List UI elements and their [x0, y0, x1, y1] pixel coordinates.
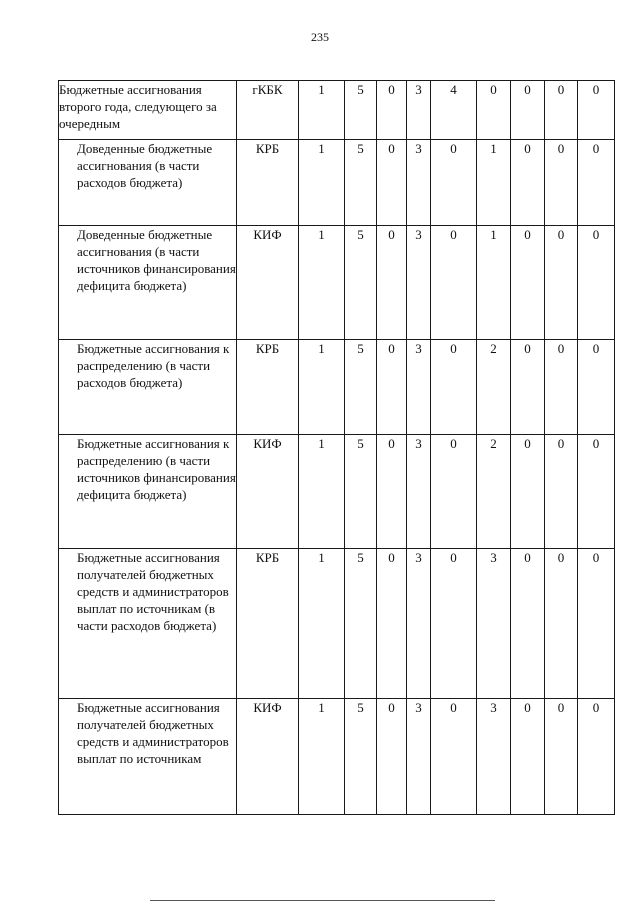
digit-cell: 0 [431, 549, 477, 699]
digit-cell: 1 [477, 140, 511, 226]
digit-cell: 1 [299, 340, 345, 435]
digit-cell: 1 [299, 226, 345, 340]
digit-cell: 2 [477, 340, 511, 435]
digit-cell: 0 [477, 81, 511, 140]
row-description: Бюджетные ассигнования получателей бюджетных средств и администраторов выплат по источникам [59, 699, 237, 815]
digit-cell: 1 [299, 435, 345, 549]
digit-cell: 0 [578, 435, 615, 549]
digit-cell: 3 [407, 435, 431, 549]
digit-cell: 0 [545, 549, 578, 699]
digit-cell: 0 [545, 226, 578, 340]
row-description: Доведенные бюджетные ассигнования (в части источников финансирования дефицита бюджета) [59, 226, 237, 340]
digit-cell: 0 [511, 549, 545, 699]
digit-cell: 0 [431, 340, 477, 435]
digit-cell: 5 [345, 340, 377, 435]
row-code: КИФ [237, 699, 299, 815]
digit-cell: 3 [407, 699, 431, 815]
table-row [59, 340, 615, 435]
row-code: КИФ [237, 226, 299, 340]
digit-cell: 1 [299, 549, 345, 699]
digit-cell: 5 [345, 549, 377, 699]
page-number: 235 [311, 30, 329, 44]
digit-cell: 1 [299, 140, 345, 226]
digit-cell: 3 [407, 140, 431, 226]
digit-cell: 3 [407, 340, 431, 435]
digit-cell: 3 [477, 549, 511, 699]
row-description: Доведенные бюджетные ассигнования (в части расходов бюджета) [59, 140, 237, 226]
digit-cell: 0 [578, 549, 615, 699]
digit-cell: 0 [377, 81, 407, 140]
digit-cell: 0 [578, 340, 615, 435]
digit-cell: 0 [578, 140, 615, 226]
row-description: Бюджетные ассигнования к распределению (в части расходов бюджета) [59, 340, 237, 435]
digit-cell: 0 [545, 340, 578, 435]
digit-cell: 5 [345, 81, 377, 140]
digit-cell: 0 [545, 140, 578, 226]
digit-cell: 0 [377, 435, 407, 549]
row-description: Бюджетные ассигнования получателей бюджетных средств и администраторов выплат по источникам (в части расходов бюджета) [59, 549, 237, 699]
digit-cell: 1 [477, 226, 511, 340]
digit-cell: 3 [407, 226, 431, 340]
digit-cell: 0 [431, 226, 477, 340]
row-code: гКБК [237, 81, 299, 140]
digit-cell: 0 [431, 140, 477, 226]
digit-cell: 0 [545, 435, 578, 549]
digit-cell: 5 [345, 699, 377, 815]
digit-cell: 0 [511, 340, 545, 435]
digit-cell: 3 [477, 699, 511, 815]
digit-cell: 0 [511, 226, 545, 340]
row-code: КРБ [237, 340, 299, 435]
table-row [59, 435, 615, 549]
scan-edge-line [150, 900, 495, 901]
table-row [59, 699, 615, 815]
table-row [59, 226, 615, 340]
digit-cell: 0 [578, 226, 615, 340]
digit-cell: 0 [377, 140, 407, 226]
row-description: Бюджетные ассигнования к распределению (в части источников финансирования дефицита бюджета) [59, 435, 237, 549]
digit-cell: 0 [511, 81, 545, 140]
digit-cell: 0 [545, 81, 578, 140]
digit-cell: 0 [545, 699, 578, 815]
digit-cell: 5 [345, 140, 377, 226]
digit-cell: 0 [511, 140, 545, 226]
table-row [59, 81, 615, 140]
table-row [59, 549, 615, 699]
digit-cell: 0 [511, 699, 545, 815]
digit-cell: 5 [345, 226, 377, 340]
digit-cell: 3 [407, 81, 431, 140]
digit-cell: 0 [377, 549, 407, 699]
row-code: КРБ [237, 549, 299, 699]
digit-cell: 1 [299, 699, 345, 815]
digit-cell: 2 [477, 435, 511, 549]
digit-cell: 4 [431, 81, 477, 140]
row-code: КИФ [237, 435, 299, 549]
table-row [59, 140, 615, 226]
digit-cell: 0 [431, 435, 477, 549]
digit-cell: 0 [578, 699, 615, 815]
digit-cell: 5 [345, 435, 377, 549]
digit-cell: 0 [377, 226, 407, 340]
digit-cell: 1 [299, 81, 345, 140]
digit-cell: 0 [377, 699, 407, 815]
digit-cell: 0 [377, 340, 407, 435]
budget-accounts-table [58, 80, 615, 815]
digit-cell: 3 [407, 549, 431, 699]
digit-cell: 0 [578, 81, 615, 140]
digit-cell: 0 [431, 699, 477, 815]
row-description: Бюджетные ассигнования второго года, следующего за очередным [59, 81, 237, 140]
row-code: КРБ [237, 140, 299, 226]
digit-cell: 0 [511, 435, 545, 549]
